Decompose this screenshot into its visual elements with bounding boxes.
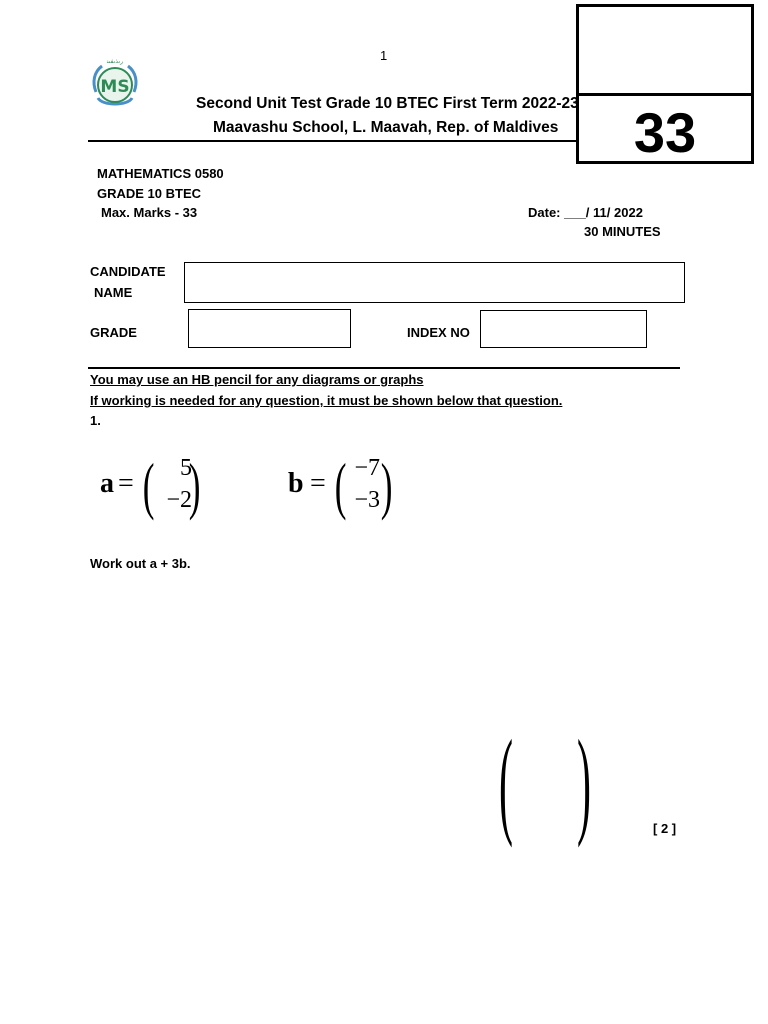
vector-a-equals: =	[118, 468, 134, 499]
vector-a-top: 5	[180, 455, 192, 481]
index-label: INDEX NO	[407, 325, 470, 340]
grade-label: GRADE	[90, 325, 137, 340]
total-score: 33	[633, 101, 697, 164]
school-crest-icon	[88, 54, 142, 110]
vector-b-name: b	[288, 468, 304, 499]
exam-duration: 30 MINUTES	[584, 224, 661, 239]
header-divider	[88, 140, 576, 142]
answer-left-paren-icon: (	[498, 715, 513, 848]
index-number-field[interactable]	[480, 310, 647, 348]
subject-label: MATHEMATICS 0580	[97, 166, 224, 181]
right-paren-icon: )	[380, 450, 393, 521]
score-box	[576, 4, 754, 164]
svg-text:MS: MS	[100, 77, 130, 97]
exam-title: Second Unit Test Grade 10 BTEC First Term 2022-23	[196, 95, 579, 112]
vector-b-bottom: −3	[354, 487, 380, 513]
right-paren-icon: )	[188, 450, 201, 521]
candidate-label: CANDIDATE	[90, 264, 166, 279]
max-marks: Max. Marks - 33	[101, 205, 198, 220]
left-paren-icon: (	[142, 450, 155, 521]
vector-b-top: −7	[354, 455, 380, 481]
score-divider	[579, 93, 751, 96]
vector-a	[98, 452, 218, 522]
question-marks: [ 2 ]	[653, 821, 677, 836]
answer-input-area[interactable]	[508, 740, 570, 836]
grade-field[interactable]	[188, 309, 351, 348]
exam-date: Date: ___/ 11/ 2022	[528, 205, 643, 220]
vector-b	[288, 452, 408, 522]
section-divider	[88, 367, 680, 369]
candidate-name-field[interactable]	[184, 262, 685, 303]
left-paren-icon: (	[334, 450, 347, 521]
page-number: 1	[380, 48, 388, 63]
question-number: 1.	[90, 413, 101, 428]
instruction-working: If working is needed for any question, it must be shown below that question.	[90, 393, 563, 408]
grade-info: GRADE 10 BTEC	[97, 186, 202, 201]
svg-text:ﺭﯨﺬﯨﻔﯩﻨ: ﺭﯨﺬﯨﻔﯩﻨ	[106, 58, 124, 65]
school-name: Maavashu School, L. Maavah, Rep. of Maldives	[213, 119, 559, 136]
vector-a-name: a	[100, 468, 114, 499]
answer-right-paren-icon: )	[576, 715, 591, 848]
name-label: NAME	[94, 285, 133, 300]
vector-a-bottom: −2	[166, 487, 192, 513]
question-prompt: Work out a + 3b.	[90, 556, 191, 571]
instruction-pencil: You may use an HB pencil for any diagrams or graphs	[90, 372, 424, 387]
vector-b-equals: =	[310, 468, 326, 499]
